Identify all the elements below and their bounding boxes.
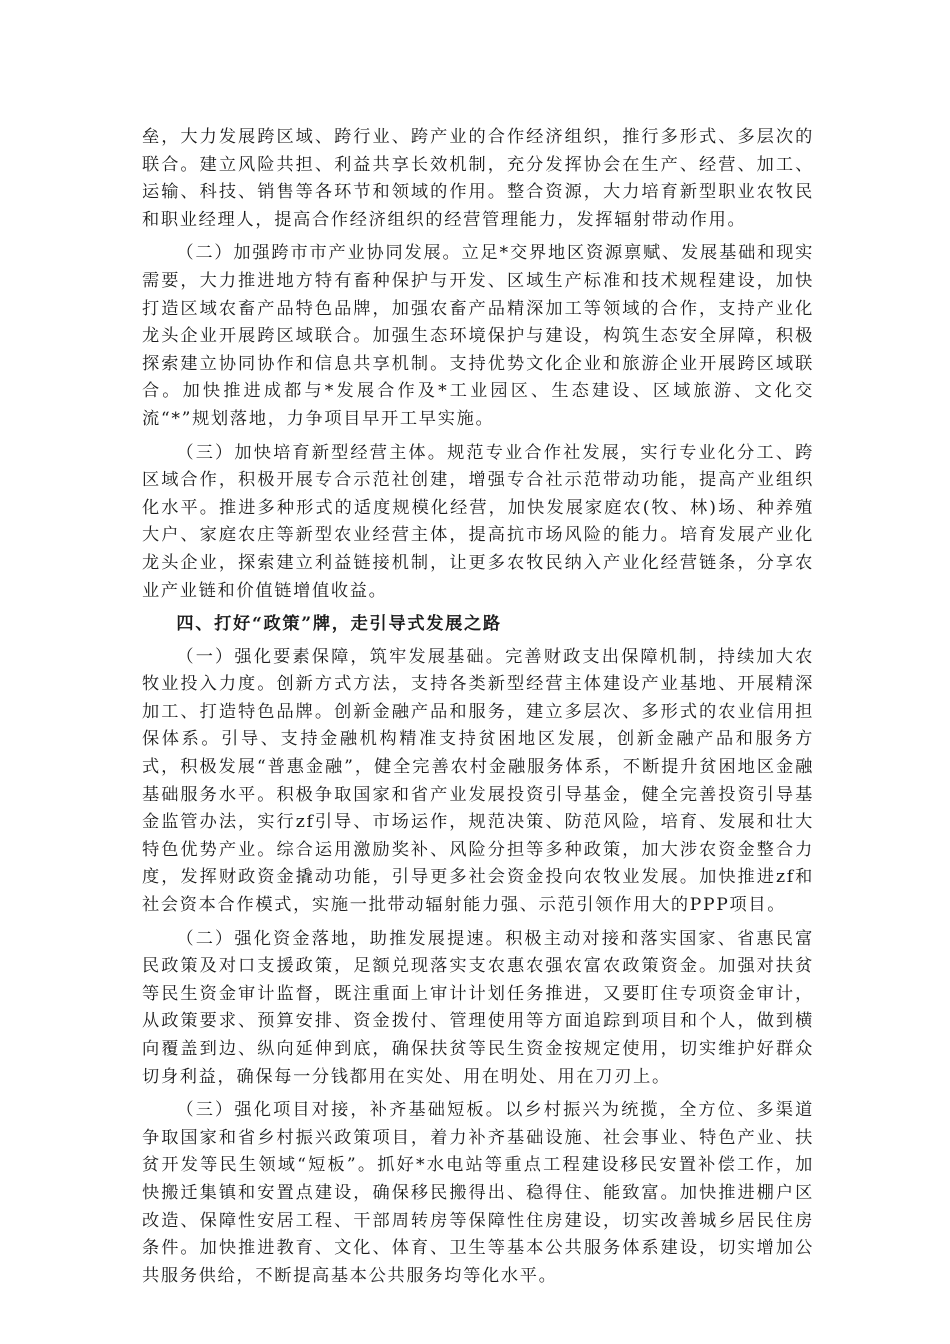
paragraph-new-business-entities: （三）加快培育新型经营主体。规范专业合作社发展，实行专业化分工、跨区域合作，积极开展专合示范社创建，增强专合社示范带动功能，提高产业组织化水平。推进多种形式的适度规模化经营，加快发展家庭农(牧、林)场、种养殖大户、家庭农庄等新型农业经营主体，提高抗市场风险的能力。培育发展产业化龙头企业，探索建立利益链接机制，让更多农牧民纳入产业化经营链条，分享农业产业链和价值链增值收益。 bbox=[142, 442, 814, 601]
paragraph-factor-guarantee: （一）强化要素保障，筑牢发展基础。完善财政支出保障机制，持续加大农牧业投入力度。创新方式方法，支持各类新型经营主体建设产业基地、开展精深加工、打造特色品牌。创新金融产品和服务，建立多层次、多形式的农业信用担保体系。引导、支持金融机构精准支持贫困地区发展，创新金融产品和服务方式，积极发展“普惠金融”，健全完善农村金融服务体系，不断提升贫困地区金融基础服务水平。积极争取国家和省产业发展投资引导基金，健全完善投资引导基金监管办法，实行zf引导、市场运作，规范决策、防范风险，培育、发展和壮大特色优势产业。综合运用激励奖补、风险分担等多种政策，加大涉农资金整合力度，发挥财政资金撬动功能，引导更多社会资金投向农牧业发展。加快推进zf和社会资本合作模式，实施一批带动辐射能力强、示范引领作用大的PPP项目。 bbox=[142, 646, 814, 916]
paragraph-project-docking: （三）强化项目对接，补齐基础短板。以乡村振兴为统揽，全方位、多渠道争取国家和省乡村振兴政策项目，着力补齐基础设施、社会事业、特色产业、扶贫开发等民生领域“短板”。抓好*水电站等重点工程建设移民安置补偿工作，加快搬迁集镇和安置点建设，确保移民搬得出、稳得住、能致富。加快推进棚户区改造、保障性安居工程、干部周转房等保障性住房建设，切实改善城乡居民住房条件。加快推进教育、文化、体育、卫生等基本公共服务体系建设，切实增加公共服务供给，不断提高基本公共服务均等化水平。 bbox=[142, 1100, 814, 1286]
paragraph-funds-implementation: （二）强化资金落地，助推发展提速。积极主动对接和落实国家、省惠民富民政策及对口支援政策，足额兑现落实支农惠农强农富农政策资金。加强对扶贫等民生资金审计监督，既注重面上审计计划任务推进，又要盯住专项资金审计，从政策要求、预算安排、资金拨付、管理使用等方面追踪到项目和个人，做到横向覆盖到边、纵向延伸到底，确保扶贫等民生资金按规定使用，切实维护好群众切身利益，确保每一分钱都用在实处、用在明处、用在刀刃上。 bbox=[142, 928, 814, 1087]
paragraph-cross-city-coordination: （二）加强跨市市产业协同发展。立足*交界地区资源禀赋、发展基础和现实需要，大力推进地方特有畜种保护与开发、区域生产标准和技术规程建设，加快打造区域农畜产品特色品牌，加强农畜产品精深加工等领域的合作，支持产业化龙头企业开展跨区域联合。加强生态环境保护与建设，构筑生态安全屏障，积极探索建立协同协作和信息共享机制。支持优势文化企业和旅游企业开展跨区域联合。加快推进成都与*发展合作及*工业园区、生态建设、区域旅游、文化交流“*”规划落地，力争项目早开工早实施。 bbox=[142, 243, 814, 429]
document-page bbox=[142, 124, 814, 1296]
paragraph-continuation: 垒，大力发展跨区域、跨行业、跨产业的合作经济组织，推行多形式、多层次的联合。建立风险共担、利益共享长效机制，充分发挥协会在生产、经营、加工、运输、科技、销售等各环节和领域的作用。整合资源，大力培育新型职业农牧民和职业经理人，提高合作经济组织的经营管理能力，发挥辐射带动作用。 bbox=[142, 127, 814, 230]
section-heading: 四、打好“政策”牌，走引导式发展之路 bbox=[176, 614, 502, 635]
